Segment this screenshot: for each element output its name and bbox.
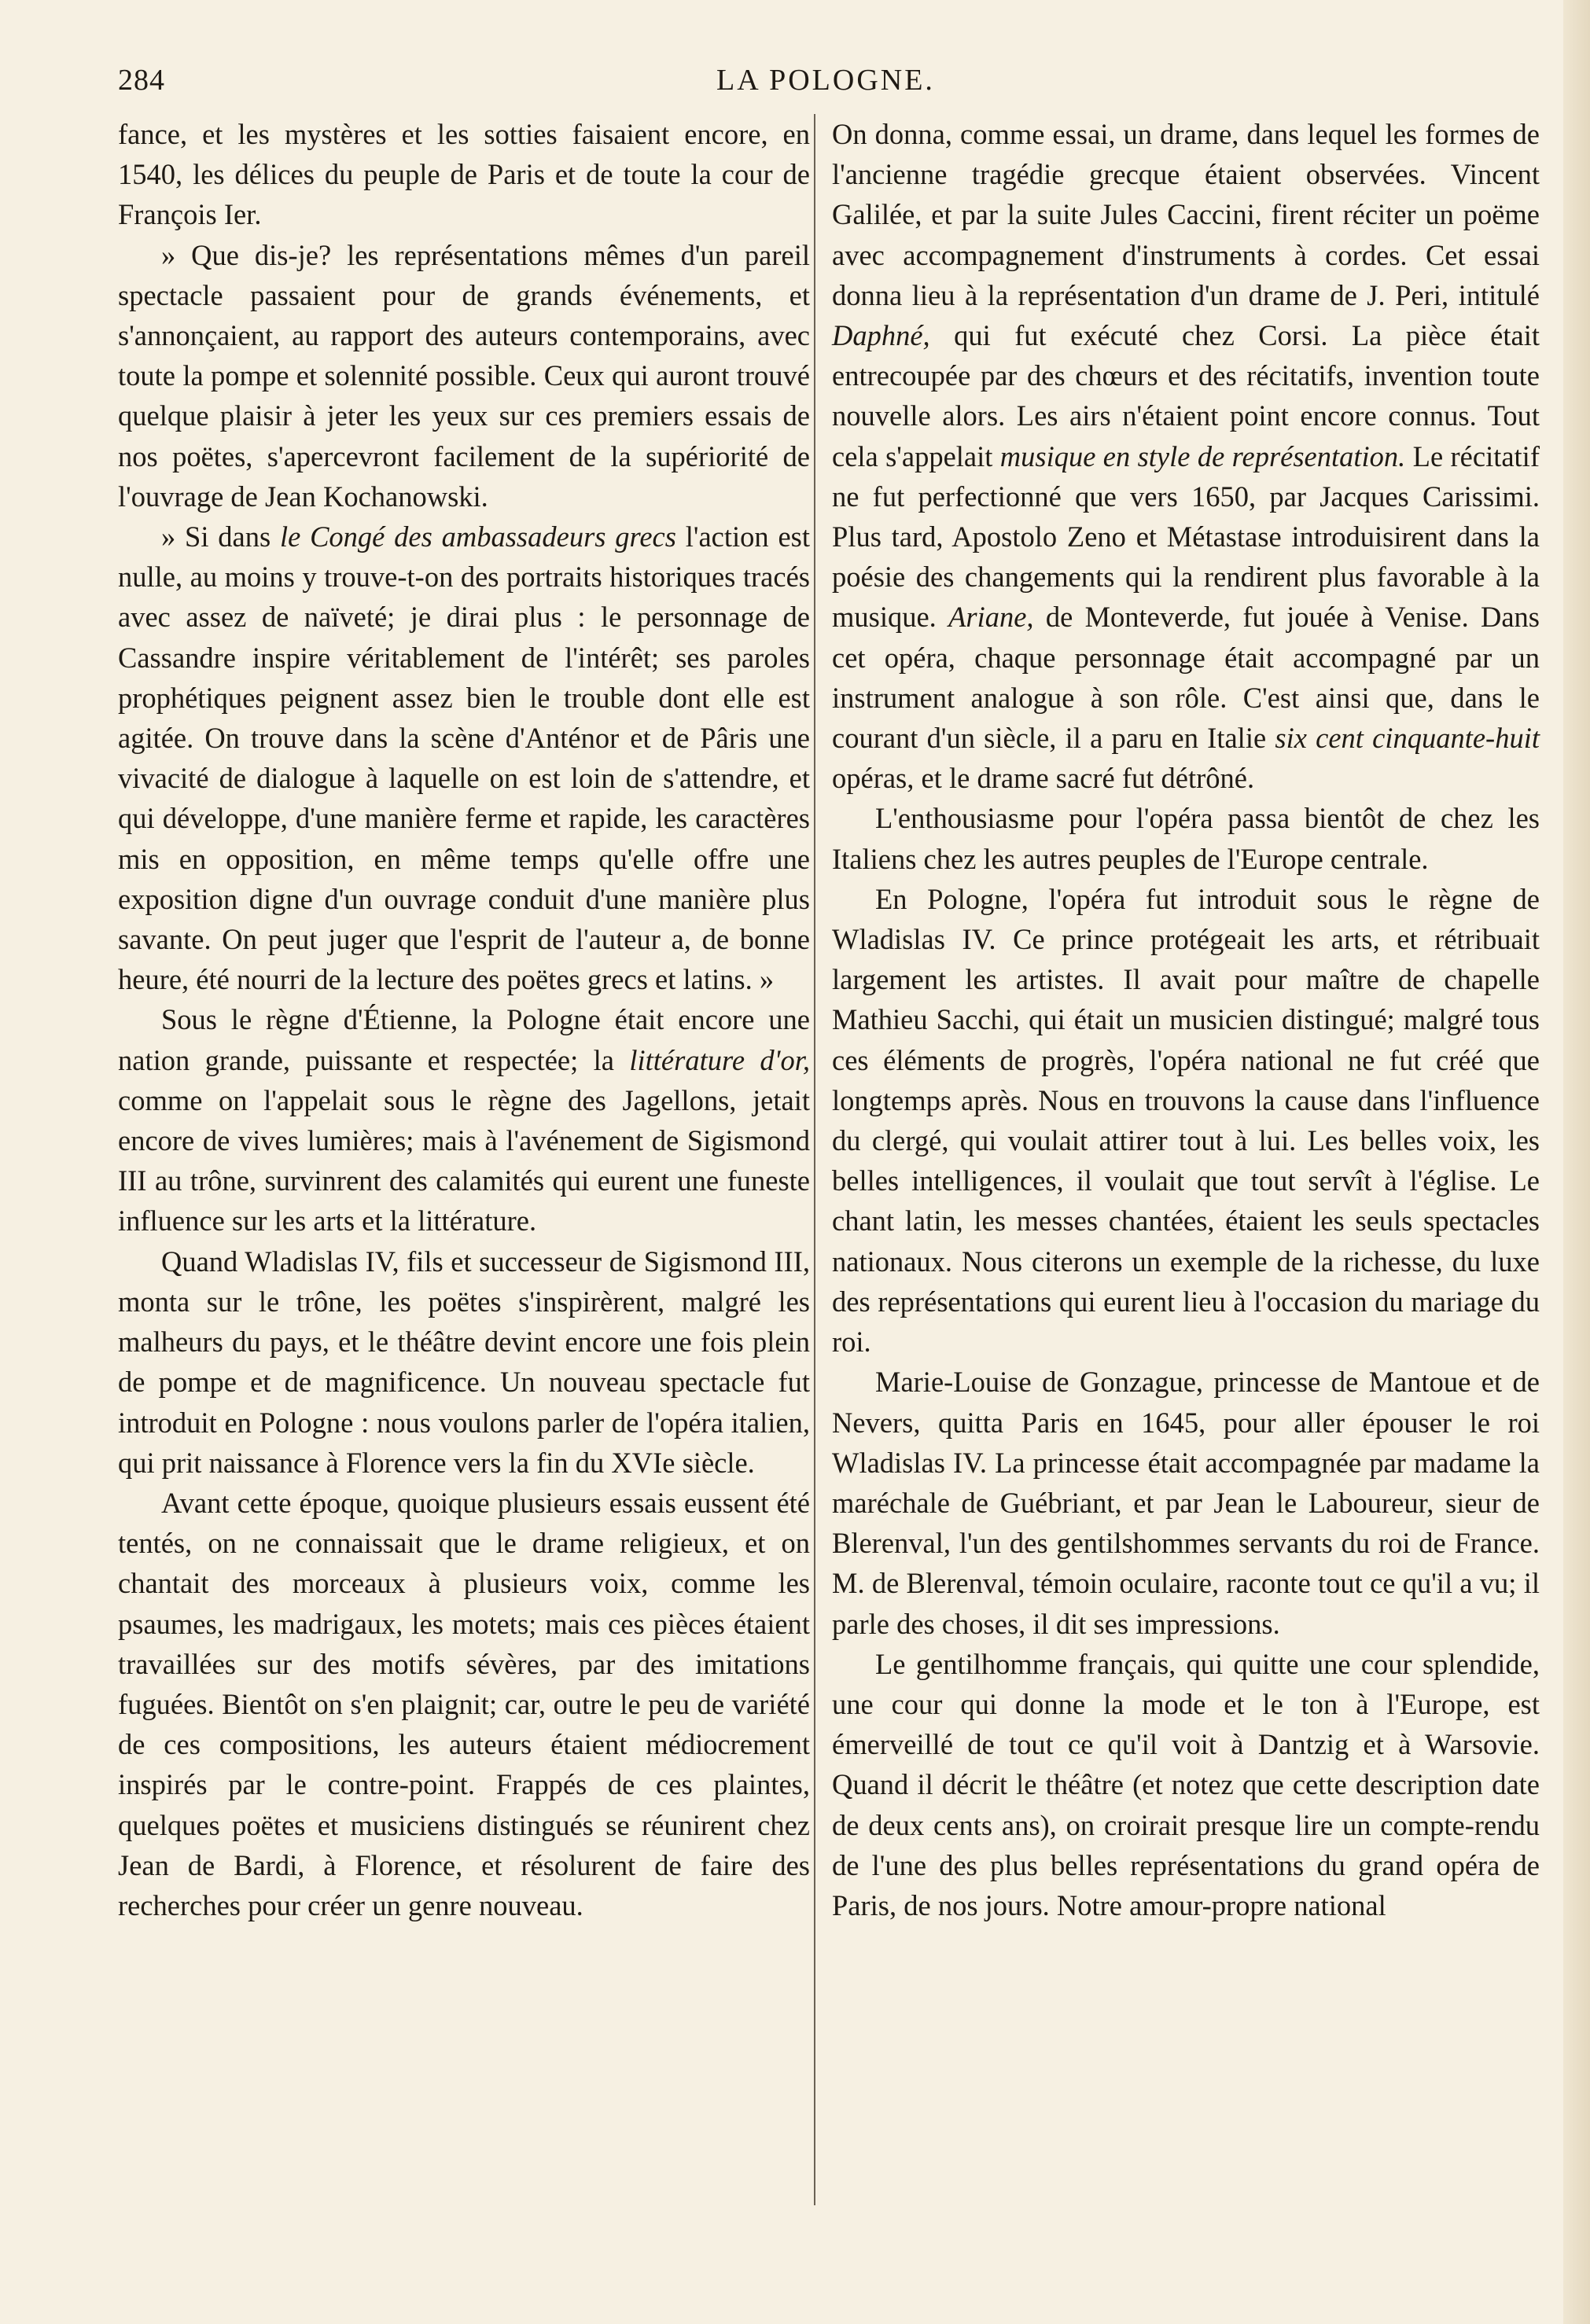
right-column xyxy=(832,114,1540,1925)
paragraph xyxy=(832,114,1540,798)
paragraph xyxy=(832,798,1540,878)
text-run: fance, et les mystères et les sotties faisaient encore, en 1540, les délices du peuple de Paris et de toute la cour de François Ier. xyxy=(118,118,810,231)
italic-phrase: six cent cinquante-huit xyxy=(1275,722,1540,755)
text-run: Quand Wladislas IV, fils et successeur de Sigismond III, monta sur le trône, les poëtes s'inspirèrent, malgré les malheurs du pays, et le théâtre devint encore une fois plein de pompe et de magnificence. Un nouveau spectacle fut introduit en Pologne : nous voulons parler de l'opéra italien, qui prit naissance à Florence vers la fin du XVIe siècle. xyxy=(118,1245,810,1479)
paragraph xyxy=(832,1644,1540,1925)
page-header xyxy=(118,63,1533,110)
running-title: LA POLOGNE. xyxy=(716,64,935,97)
italic-title: le Congé des ambassadeurs grecs xyxy=(279,520,676,553)
text-run: de Monteverde, fut jouée à Venise. Dans cet opéra, chaque personnage était accompagné par un instrument analogue à son rôle. C'est ainsi que, dans le courant d'un siècle, il a paru en Italie xyxy=(832,601,1540,755)
italic-phrase: littérature d'or, xyxy=(629,1043,810,1076)
text-run: En Pologne, l'opéra fut introduit sous le règne de Wladislas IV. Ce prince protégeait les arts, et rétribuait largement les artistes. Il avait pour maître de chapelle Mathieu Sacchi, qui était un musicien distingué; malgré tous ces éléments de progrès, l'opéra national ne fut créé que longtemps après. Nous en trouvons la cause dans l'influence du clergé, qui voulait attirer tout à lui. Les belles voix, les belles intelligences, il voulait que tout servît à l'église. Le chant latin, les messes chantées, étaient les seuls spectacles nationaux. Nous citerons un exemple de la richesse, du luxe des représentations qui eurent lieu à l'occasion du mariage du roi. xyxy=(832,882,1540,1359)
text-run: Avant cette époque, quoique plusieurs essais eussent été tentés, on ne connaissait que le drame religieux, et on chantait des morceaux à plusieurs voix, comme les psaumes, les madrigaux, les motets; mais ces pièces étaient travaillées sur des motifs sévères, par des imitations fuguées. Bientôt on s'en plaignit; car, outre le peu de variété de ces compositions, les auteurs étaient médiocrement inspirés par le contre-point. Frappés de ces plaintes, quelques poëtes et musiciens distingués se réunirent chez Jean de Bardi, à Florence, et résolurent de faire des recherches pour créer un genre nouveau. xyxy=(118,1486,810,1921)
paragraph xyxy=(832,1362,1540,1643)
text-run: opéras, et le drame sacré fut détrôné. xyxy=(832,762,1255,795)
page-edge xyxy=(1563,0,1590,2324)
text-run: » Que dis-je? les représentations mêmes d'un pareil spectacle passaient pour de grands événements, et s'annonçaient, au rapport des auteurs contemporains, avec toute la pompe et solennité possible. Ceux qui auront trouvé quelque plaisir à jeter les yeux sur ces premiers essais de nos poëtes, s'apercevront facilement de la supériorité de l'ouvrage de Jean Kochanowski. xyxy=(118,238,810,513)
page-number: 284 xyxy=(118,64,165,97)
column-divider xyxy=(814,114,815,2205)
text-run: Marie-Louise de Gonzague, princesse de Mantoue et de Nevers, quitta Paris en 1645, pour aller épouser le roi Wladislas IV. La princesse était accompagnée par madame la maréchale de Guébriant, et par Jean le Laboureur, sieur de Blerenval, l'un des gentilshommes servants du roi de France. M. de Blerenval, témoin oculaire, raconte tout ce qu'il a vu; il parle des choses, il dit ses impressions. xyxy=(832,1366,1540,1640)
paragraph xyxy=(118,1241,810,1483)
text-run: Le récitatif ne fut perfectionné que vers 1650, par Jacques Carissimi. Plus tard, Apostolo Zeno et Métastase introduisirent dans la poésie des changements qui la rendirent plus favorable à la musique. xyxy=(832,439,1540,634)
italic-title: Ariane, xyxy=(948,601,1034,634)
left-column xyxy=(118,114,810,1925)
paragraph xyxy=(118,114,810,235)
paragraph xyxy=(118,517,810,999)
text-run: Sous le règne d'Étienne, la Pologne était encore une nation grande, puissante et respectée; la xyxy=(118,1003,810,1076)
text-run: » Si dans xyxy=(161,520,280,553)
paragraph xyxy=(118,999,810,1241)
italic-title: Daphné, xyxy=(832,319,930,352)
paragraph xyxy=(832,879,1540,1362)
text-run: L'enthousiasme pour l'opéra passa bientôt de chez les Italiens chez les autres peuples de l'Europe centrale. xyxy=(832,802,1540,875)
italic-phrase: musique en style de représentation. xyxy=(999,439,1406,473)
text-run: Le gentilhomme français, qui quitte une cour splendide, une cour qui donne la mode et le ton à l'Europe, est émerveillé de tout ce qu'il voit à Dantzig et à Warsovie. Quand il décrit le théâtre (et notez que cette description date de deux cents ans), on croirait presque lire un compte-rendu de l'une des plus belles représentations du grand opéra de Paris, de nos jours. Notre amour-propre national xyxy=(832,1647,1540,1921)
text-run: comme on l'appelait sous le règne des Jagellons, jetait encore de vives lumières; mais à l'avénement de Sigismond III au trône, survinrent des calamités qui eurent une funeste influence sur les arts et la littérature. xyxy=(118,1083,810,1237)
paragraph xyxy=(118,235,810,517)
paragraph xyxy=(118,1483,810,1925)
text-run: l'action est nulle, au moins y trouve-t-on des portraits historiques tracés avec assez de naïveté; je dirai plus : le personnage de Cassandre inspire véritablement de l'intérêt; ses paroles prophétiques peignent assez bien le trouble dont elle est agitée. On trouve dans la scène d'Anténor et de Pâris une vivacité de dialogue à laquelle on est loin de s'attendre, et qui développe, d'une manière ferme et rapide, les caractères mis en opposition, en même temps qu'elle offre une exposition digne d'un ouvrage conduit d'une manière plus savante. On peut juger que l'esprit de l'auteur a, de bonne heure, été nourri de la lecture des poëtes grecs et latins. » xyxy=(118,520,810,996)
text-run: qui fut exécuté chez Corsi. La pièce était entrecoupée par des chœurs et des récitatifs, invention toute nouvelle alors. Les airs n'étaient point encore connus. Tout cela s'appelait xyxy=(832,319,1540,473)
text-run: On donna, comme essai, un drame, dans lequel les formes de l'ancienne tragédie grecque étaient observées. Vincent Galilée, et par la suite Jules Caccini, firent réciter un poëme avec accompagnement d'instruments à cordes. Cet essai donna lieu à la représentation d'un drame de J. Peri, intitulé xyxy=(832,118,1540,311)
